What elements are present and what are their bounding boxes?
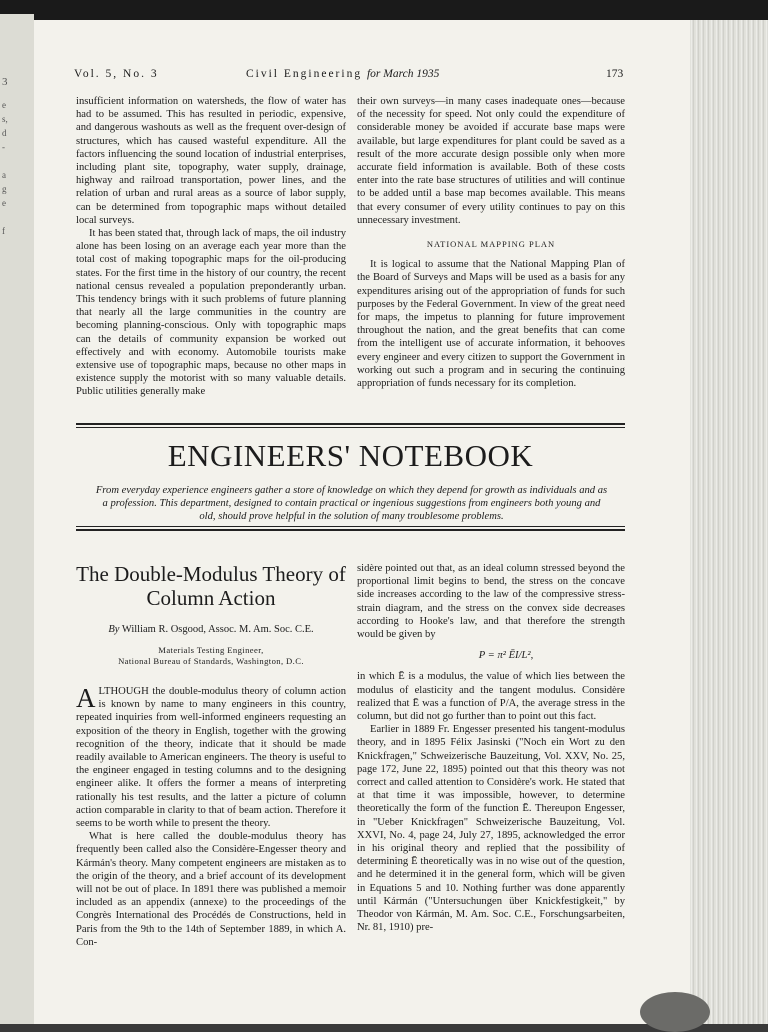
formula: P = π² ĒI/L², — [478, 650, 534, 662]
facing-page-fragment: - — [2, 142, 5, 152]
issue-date: for March 1935 — [366, 68, 440, 80]
paragraph-text: LTHOUGH the double-modulus theory of column action is known by name to many engineers in this country, repeated inquiries from well-informed engineers requesting an exposition of the theory in English, together with the growing recognition of the theory, indicate that it should be made readily available to American engineers. The theory is useful to the engineer engaged in testing columns and to the designing engineer alike. It offers the former a means of interpreting rationally his test results, and the latter a picture of column action comparable in clarity to that of beam action. Therefore it seems to be worth while to present the theory. — [76, 686, 346, 830]
page-number: 173 — [606, 68, 624, 80]
paragraph: It is logical to assume that the National Mapping Plan of the Board of Surveys and Maps will be used as a basis for any expenditures arising out of the appropriation of funds for such purposes by the Federal Government. In view of the great need for maps, the impetus to planning for future improvement throughout the nation, and the great benefits that can come from the intelligent use of accurate information, it behooves every engineer and every citizen to support the Government in working out such a program and in securing the continuing appropriation of funds necessary for its completion. — [357, 259, 625, 390]
divider-rule — [76, 529, 625, 531]
department-subtitle: From everyday experience engineers gather a store of knowledge on which they depend for growth as individuals and as a profession. This department, designed to contain practical or ingenious suggestions from engineers both young and old, should prove helpful in the solution of many troublesome problems. — [95, 485, 608, 522]
paragraph: their own surveys—in many cases inadequate ones—because of the necessity for speed. Not only could the expenditure of considerable money be avoided if accurate base maps were available, but large expenditures for plant could be saved as a result of the more accurate design possible only when more accurate field information is available. Both of these costs enter into the rate base structures of utilities and will continue to be added until a base map becomes available. This means that every consumer of every utility continues to pay on this unnecessary investment. — [357, 96, 625, 226]
magazine-page — [34, 20, 690, 1024]
top-article-column-2 — [357, 95, 625, 390]
facing-page-edge — [0, 14, 34, 1024]
author-affiliation — [76, 645, 346, 667]
book-page-stack — [690, 20, 768, 1024]
facing-page-fragment: 3 — [2, 76, 8, 88]
paragraph: in which Ē is a modulus, the value of which lies between the modulus of elasticity and the tangent modulus. Considère realized that Ē was a function of P/A, the average stress in the column, but did not go further than to point out this fact. — [357, 671, 625, 723]
paragraph: Earlier in 1889 Fr. Engesser presented his tangent-modulus theory, and in 1895 Félix Jasinski ("Noch ein Wort zu den Knickfragen," Schweizerische Bauzeitung, Vol. XXV, No. 25, page 172, June 22, 1895) pointed out that this theory was not correct and called attention to Considère's work. He stated that at that time it was impossible, however, to determine theoretically the form of the function Ē. Thereupon Engesser, in "Ueber Knickfragen" Schweizerische Bauzeitung, Vol. XXVI, No. 4, page 24, July 27, 1895, acknowledged the error in his original theory and replied that the possibility of determining Ē theoretically was in no wise out of the question, and he determined it in the general form, which will be given in Equations 5 and 10. Nothing further was done apparently until Kármán ("Untersuchungen über Knickfestigkeit," by Theodor von Kármán, M. Am. Soc. C.E., Forschungsarbeiten, Nr. 81, 1910) pre- — [357, 724, 625, 934]
journal-name: Civil Engineering — [246, 68, 363, 80]
department-title: ENGINEERS' NOTEBOOK — [167, 438, 534, 473]
drop-cap: A — [76, 683, 96, 713]
facing-page-fragment: e — [2, 100, 6, 110]
facing-page-fragment: e — [2, 198, 6, 208]
article-column-1 — [76, 685, 346, 949]
top-article-column-1 — [76, 95, 346, 399]
article-title: The Double-Modulus Theory of Column Action — [76, 562, 346, 610]
article-byline — [76, 624, 346, 635]
section-heading: NATIONAL MAPPING PLAN — [426, 239, 556, 250]
scanner-top-bar — [0, 0, 768, 22]
paragraph: What is here called the double-modulus theory has frequently been called also the Considère-Engesser theory and Kármán's theory. Many competent engineers are mistaken as to the origin of the theory, and a brief account of its development will not be out of place. In 1891 there was published a memoir included as an appendix (annexe) to the proceedings of the Congrès International des Procédés de Constructions, held in Paris from the 9th to the 14th of September 1889, in which A. Con- — [76, 831, 346, 948]
running-header-journal — [246, 68, 439, 80]
affiliation-line: Materials Testing Engineer, — [158, 645, 264, 655]
article-column-2 — [357, 562, 625, 934]
paragraph: sidère pointed out that, as an ideal column stressed beyond the proportional limit begins to bend, the stress on the concave side increases according to the law of the compressive stress-strain diagram, and the stress on the convex side decreases according to Hooke's law, and that therefore the strength would be given by — [357, 563, 625, 641]
paragraph: It has been stated that, through lack of maps, the oil industry alone has been losing on an average each year more than the total cost of making topographic maps for the oil-producing states. For the first time in the history of our country, the recent national census revealed a population preponderantly urban. This tendency brings with it such problems of future planning that nearly all the large communities in the country are becoming planning-conscious. Only with topographic maps can the details of community expansion be worked out effectively and with economy. Automobile tourists make extensive use of topographic maps, because no other maps in existence supply the motorist with so many valuable details. Public utilities generally make — [76, 228, 346, 398]
paragraph — [76, 685, 346, 830]
divider-rule — [76, 423, 625, 425]
page-stain — [640, 992, 710, 1032]
paragraph: insufficient information on watersheds, the flow of water has had to be assumed. This has resulted in periodic, expensive, and dangerous washouts as well as the frequent over-design of structures, which has caused wasteful expenditure. All the factors influencing the sound location of industrial enterprises, including plant site, topography, water supply, drainage, highway and railroad transportation, power lines, and the relation of urban and rural areas as a source of labor supply, can be determined from topographic maps without detailed local surveys. — [76, 96, 346, 226]
divider-rule — [76, 526, 625, 527]
byline-by: By — [108, 624, 120, 635]
affiliation-line: National Bureau of Standards, Washington, D.C. — [118, 656, 304, 666]
facing-page-fragment: f — [2, 226, 5, 236]
divider-rule — [76, 427, 625, 428]
facing-page-fragment: s, — [2, 114, 8, 124]
running-header-volume: Vol. 5, No. 3 — [74, 68, 159, 80]
facing-page-fragment: a — [2, 170, 6, 180]
author-name: William R. Osgood, Assoc. M. Am. Soc. C.E. — [121, 624, 314, 635]
facing-page-fragment: d — [2, 128, 7, 138]
facing-page-fragment: g — [2, 184, 7, 194]
